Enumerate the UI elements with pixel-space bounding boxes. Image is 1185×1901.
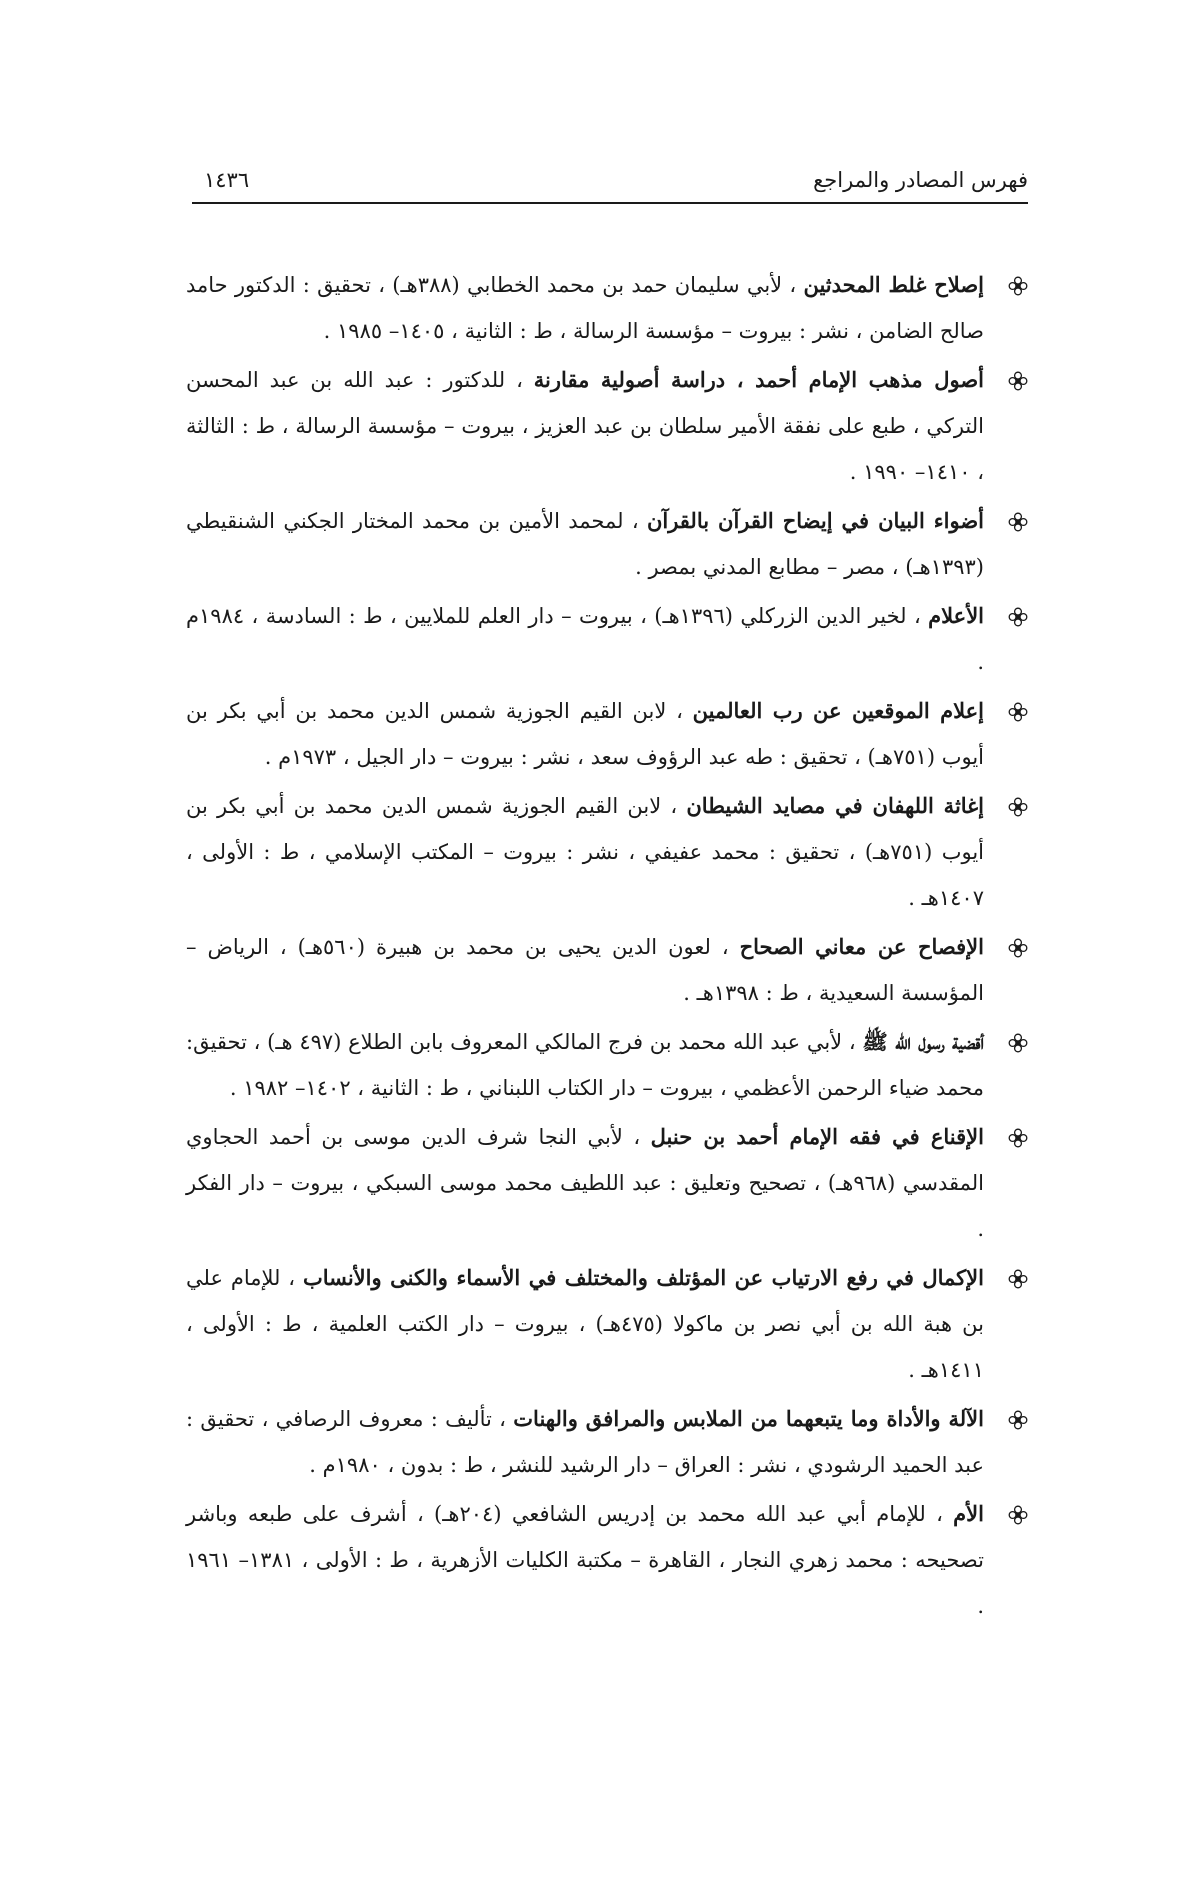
entry-details: ، للإمام علي بن هبة الله بن أبي نصر بن ماكولا (٤٧٥هـ) ، بيروت – دار الكتب العلمية ، ط : الأولى ، ١٤١١هـ . xyxy=(186,1266,984,1382)
header-title: فهرس المصادر والمراجع xyxy=(813,168,1028,192)
flower-bullet-icon xyxy=(1008,1410,1028,1430)
entry-details: ، لأبي عبد الله محمد بن فرج المالكي المعروف بابن الطلاع (٤٩٧ هـ) ، تحقيق: محمد ضياء الرحمن الأعظمي ، بيروت – دار الكتاب اللبناني ، ط : الثانية ، ١٤٠٢– ١٩٨٢ . xyxy=(186,1030,984,1100)
bibliography-entry xyxy=(186,498,1028,590)
flower-bullet-icon xyxy=(1008,702,1028,722)
bibliography-entry xyxy=(186,1019,1028,1111)
bibliography-entry xyxy=(186,1114,1028,1252)
flower-bullet-icon xyxy=(1008,938,1028,958)
bibliography-entry xyxy=(186,924,1028,1016)
entry-details: ، تأليف : معروف الرصافي ، تحقيق : عبد الحميد الرشودي ، نشر : العراق – دار الرشيد للنشر ، ط : بدون ، ١٩٨٠م . xyxy=(186,1407,984,1477)
entry-details: ، للدكتور : عبد الله بن عبد المحسن التركي ، طبع على نفقة الأمير سلطان بن عبد العزيز ، بيروت – مؤسسة الرسالة ، ط : الثالثة ، ١٤١٠– ١٩٩٠ . xyxy=(186,368,984,484)
bibliography-entry xyxy=(186,357,1028,495)
flower-bullet-icon xyxy=(1008,1505,1028,1525)
bibliography-entry xyxy=(186,593,1028,685)
entry-title: أصول مذهب الإمام أحمد ، دراسة أصولية مقارنة xyxy=(533,367,984,392)
header-rule xyxy=(192,202,1028,204)
bibliography-entry xyxy=(186,262,1028,354)
entry-title: أضواء البيان في إيضاح القرآن بالقرآن xyxy=(646,508,984,533)
bibliography-entry xyxy=(186,688,1028,780)
running-header xyxy=(192,164,1028,198)
entry-details: ، لأبي سليمان حمد بن محمد الخطابي (٣٨٨هـ) ، تحقيق : الدكتور حامد صالح الضامن ، نشر : بيروت – مؤسسة الرسالة ، ط : الثانية ، ١٤٠٥– ١٩٨٥ . xyxy=(186,273,984,343)
entry-details: ، لعون الدين يحيى بن محمد بن هبيرة (٥٦٠هـ) ، الرياض – المؤسسة السعيدية ، ط : ١٣٩٨هـ . xyxy=(186,935,984,1005)
entry-details: ، للإمام أبي عبد الله محمد بن إدريس الشافعي (٢٠٤هـ) ، أشرف على طبعه وباشر تصحيحه : محمد زهري النجار ، القاهرة – مكتبة الكليات الأزهرية ، ط : الأولى ، ١٣٨١– ١٩٦١ . xyxy=(186,1502,984,1618)
entry-details: ، لأبي النجا شرف الدين موسى بن أحمد الحجاوي المقدسي (٩٦٨هـ) ، تصحيح وتعليق : عبد اللطيف محمد موسى السبكي ، بيروت – دار الفكر . xyxy=(186,1125,984,1241)
bibliography-entry xyxy=(186,1491,1028,1629)
flower-bullet-icon xyxy=(1008,371,1028,391)
entry-details: ، لمحمد الأمين بن محمد المختار الجكني الشنقيطي (١٣٩٣هـ) ، مصر – مطابع المدني بمصر . xyxy=(186,509,984,579)
entry-title: الآلة والأداة وما يتبعهما من الملابس والمرافق والهنات xyxy=(513,1406,984,1431)
entry-details: ، لابن القيم الجوزية شمس الدين محمد بن أبي بكر بن أيوب (٧٥١هـ) ، تحقيق : طه عبد الرؤوف سعد ، نشر : بيروت – دار الجيل ، ١٩٧٣م . xyxy=(186,699,984,769)
flower-bullet-icon xyxy=(1008,1128,1028,1148)
entry-title: الأعلام xyxy=(928,603,984,628)
bibliography-entry xyxy=(186,1255,1028,1393)
entry-title: إصلاح غلط المحدثين xyxy=(803,272,984,297)
flower-bullet-icon xyxy=(1008,1269,1028,1289)
entry-details: ، لابن القيم الجوزية شمس الدين محمد بن أبي بكر بن أيوب (٧٥١هـ) ، تحقيق : محمد عفيفي ، نشر : بيروت – المكتب الإسلامي ، ط : الأولى ، ١٤٠٧هـ . xyxy=(186,794,984,910)
entry-title: أقضية رسول الله ﷺ xyxy=(862,1029,984,1054)
flower-bullet-icon xyxy=(1008,1033,1028,1053)
entry-details: ، لخير الدين الزركلي (١٣٩٦هـ) ، بيروت – دار العلم للملايين ، ط : السادسة ، ١٩٨٤م . xyxy=(186,604,984,674)
page-number: ١٤٣٦ xyxy=(204,168,250,192)
bibliography-entry xyxy=(186,783,1028,921)
bibliography-list xyxy=(186,262,1028,1632)
flower-bullet-icon xyxy=(1008,607,1028,627)
entry-title: الإكمال في رفع الارتياب عن المؤتلف والمختلف في الأسماء والكنى والأنساب xyxy=(302,1265,984,1290)
entry-title: الإفصاح عن معاني الصحاح xyxy=(739,934,984,959)
bibliography-entry xyxy=(186,1396,1028,1488)
entry-title: إغاثة اللهفان في مصايد الشيطان xyxy=(686,793,984,818)
entry-title: إعلام الموقعين عن رب العالمين xyxy=(692,698,985,723)
flower-bullet-icon xyxy=(1008,276,1028,296)
flower-bullet-icon xyxy=(1008,512,1028,532)
entry-title: الأم xyxy=(953,1501,984,1526)
entry-title: الإقناع في فقه الإمام أحمد بن حنبل xyxy=(650,1124,984,1149)
flower-bullet-icon xyxy=(1008,797,1028,817)
